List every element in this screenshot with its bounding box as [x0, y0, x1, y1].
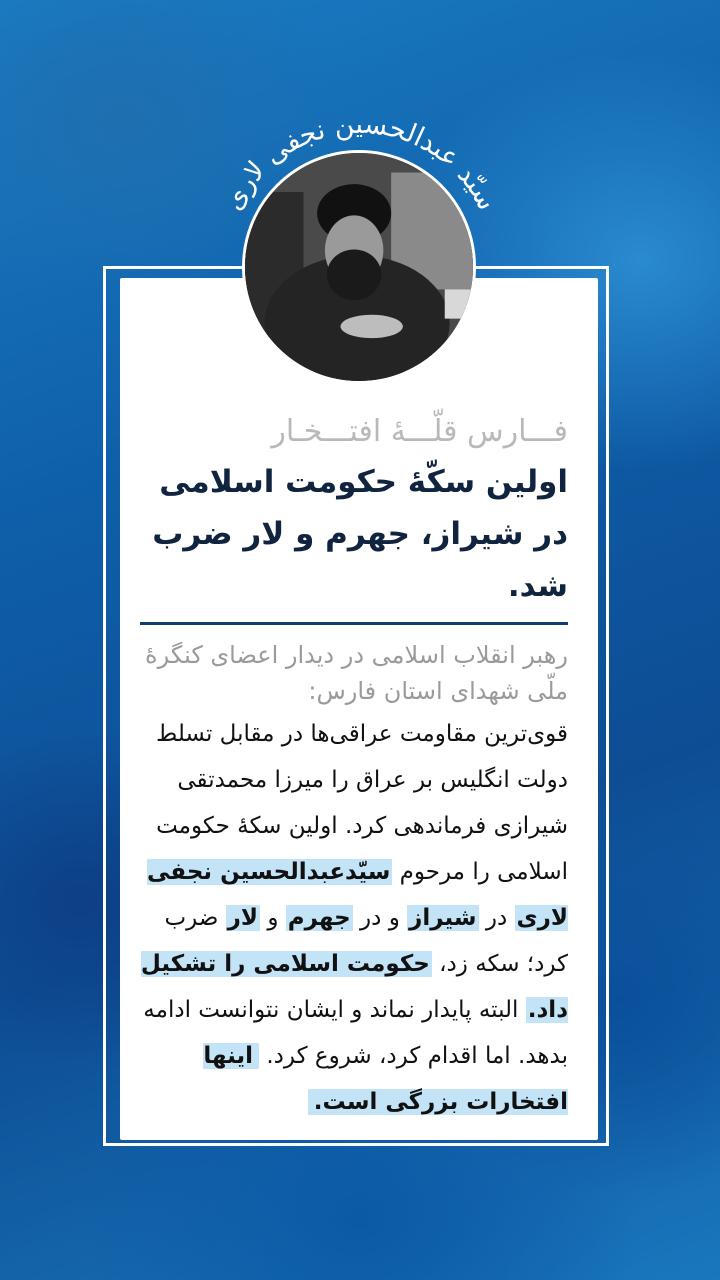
quote-text-6: البته پایدار نماند و ایشان نتوانست ادامه بدهد. اما اقدام کرد، شروع کرد. — [143, 997, 568, 1069]
divider — [140, 622, 568, 625]
portrait-name-arc — [200, 80, 520, 280]
quote-text-3: و در — [352, 905, 408, 931]
intro-text: رهبر انقلاب اسلامی در دیدار اعضای کنگرهٔ ملّی شهدای استان فارس: — [145, 641, 568, 705]
highlight-shiraz: شیراز — [409, 905, 477, 931]
headline-line-2: در شیراز، جهرم و لار ضرب شد. — [152, 516, 568, 604]
quote-body — [140, 711, 568, 1125]
card-content — [140, 410, 568, 1125]
quote-text-2: در — [478, 905, 515, 931]
headline — [140, 456, 568, 612]
svg-text:سیّد عبدالحسین نجفی لاری — [217, 109, 502, 216]
quote-text-4: و — [260, 905, 286, 931]
highlight-jahrom: جهرم — [287, 905, 351, 931]
highlight-name: سیّدعبدالحسین نجفی لاری — [147, 859, 568, 931]
highlight-hokumat: حکومت اسلامی را تشکیل داد. — [140, 951, 568, 1023]
kicker-text: فـــارس قلّـــهٔ افتـــخـار — [271, 414, 568, 449]
highlight-lar: لار — [227, 905, 259, 931]
quote-text-1: قوی‌ترین مقاومت عراقی‌ها در مقابل تسلط دولت انگلیس بر عراق را میرزا محمدتقی شیرازی فرماندهی کرد. اولین سکهٔ حکومت اسلامی را مرحوم — [155, 721, 568, 885]
headline-line-1: اولین سکّهٔ حکومت اسلامی — [159, 464, 568, 500]
highlight-closing: اینها افتخارات بزرگی است. — [203, 1043, 568, 1115]
portrait-name: سیّد عبدالحسین نجفی لاری — [217, 108, 503, 216]
quote-text-5: ضرب کرد؛ سکه زد، — [164, 905, 568, 977]
